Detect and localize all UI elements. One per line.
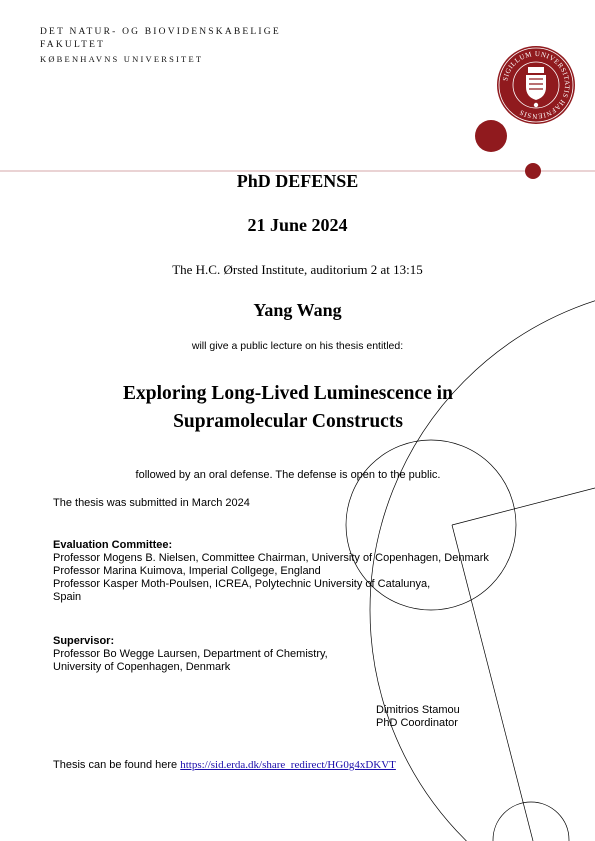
- coordinator-block: [376, 704, 460, 730]
- committee-member: Professor Marina Kuimova, Imperial Collgege, England: [53, 565, 321, 577]
- coordinator-role: PhD Coordinator: [376, 717, 458, 729]
- defense-location: The H.C. Ørsted Institute, auditorium 2 at 13:15: [172, 262, 423, 277]
- thesis-link-prefix: Thesis can be found here: [53, 759, 178, 771]
- thesis-title-line2: Supramolecular Constructs: [173, 411, 403, 432]
- outline-circle-bottom: [493, 802, 569, 841]
- candidate-name: Yang Wang: [253, 300, 342, 320]
- coordinator-name: Dimitrios Stamou: [376, 704, 460, 716]
- lecture-intro: will give a public lecture on his thesis entitled:: [191, 340, 404, 352]
- supervisor-line: Professor Bo Wegge Laursen, Department of Chemistry,: [53, 648, 328, 660]
- committee-section: [53, 539, 489, 604]
- faculty-name-line2: FAKULTET: [40, 40, 106, 50]
- committee-member: Professor Mogens B. Nielsen, Committee Chairman, University of Copenhagen, Denmark: [53, 552, 489, 564]
- thesis-link[interactable]: https://sid.erda.dk/share_redirect/HG0g4xDKVT: [180, 759, 396, 771]
- committee-heading: Evaluation Committee:: [53, 539, 173, 551]
- defense-followup: followed by an oral defense. The defense is open to the public.: [135, 469, 441, 481]
- supervisor-section: [53, 635, 328, 674]
- thesis-link-line: [53, 759, 396, 772]
- thesis-title-line1: Exploring Long-Lived Luminescence in: [123, 383, 453, 404]
- defense-date: 21 June 2024: [247, 215, 348, 235]
- page-title: PhD DEFENSE: [236, 171, 359, 191]
- submission-note: The thesis was submitted in March 2024: [53, 497, 250, 509]
- university-name: KØBENHAVNS UNIVERSITET: [40, 54, 204, 64]
- thesis-title: [0, 380, 576, 436]
- committee-member-continued: Spain: [53, 591, 82, 603]
- supervisor-line: University of Copenhagen, Denmark: [53, 661, 231, 673]
- committee-member: Professor Kasper Moth-Poulsen, ICREA, Polytechnic University of Catalunya,: [53, 578, 431, 590]
- faculty-name-line1: DET NATUR- OG BIOVIDENSKABELIGE: [40, 27, 281, 37]
- supervisor-heading: Supervisor:: [53, 635, 115, 647]
- outline-line-right: [452, 488, 595, 525]
- seal-text: SIGILLUM UNIVERSITATIS HAFNIENSIS: [501, 49, 572, 121]
- university-seal-logo: [496, 45, 576, 125]
